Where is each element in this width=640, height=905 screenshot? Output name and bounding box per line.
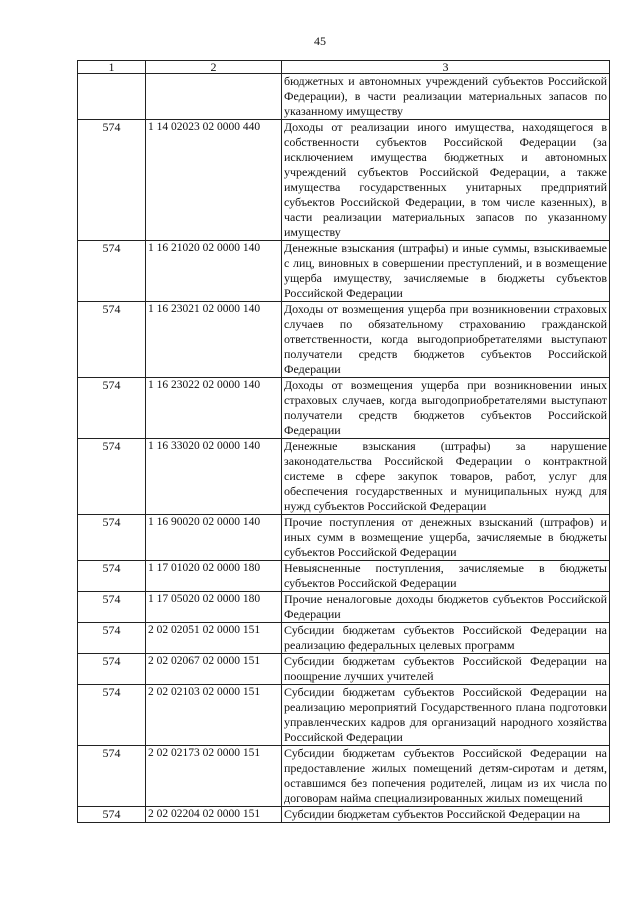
table-row [78, 120, 610, 241]
revenue-codes-table [77, 60, 610, 823]
budget-code-cell: 1 17 01020 02 0000 180 [146, 561, 282, 592]
budget-code-cell: 2 02 02173 02 0000 151 [146, 746, 282, 807]
admin-code-cell: 574 [78, 807, 146, 823]
table-row [78, 378, 610, 439]
budget-code-cell: 1 16 21020 02 0000 140 [146, 241, 282, 302]
admin-code-cell: 574 [78, 378, 146, 439]
budget-code-cell: 2 02 02204 02 0000 151 [146, 807, 282, 823]
table-row [78, 302, 610, 378]
table-row [78, 592, 610, 623]
budget-code-cell: 1 16 33020 02 0000 140 [146, 439, 282, 515]
budget-code-cell [146, 74, 282, 120]
description-cell: Доходы от возмещения ущерба при возникновении иных страховых случаев, когда выгодоприобретателями выступают получатели средств бюджетов субъектов Российской Федерации [282, 378, 610, 439]
budget-code-cell: 2 02 02067 02 0000 151 [146, 654, 282, 685]
description-cell: бюджетных и автономных учреждений субъектов Российской Федерации), в части реализации материальных запасов по указанному имуществу [282, 74, 610, 120]
description-cell: Невыясненные поступления, зачисляемые в бюджеты субъектов Российской Федерации [282, 561, 610, 592]
budget-code-cell: 1 16 23021 02 0000 140 [146, 302, 282, 378]
table-row [78, 439, 610, 515]
table-row [78, 623, 610, 654]
admin-code-cell [78, 74, 146, 120]
budget-code-cell: 2 02 02051 02 0000 151 [146, 623, 282, 654]
description-cell: Доходы от реализации иного имущества, находящегося в собственности субъектов Российской Федерации (за исключением имущества бюджетных и автономных учреждений субъектов Российской Федерации, а также имущества государственных унитарных предприятий субъектов Российской Федерации, в том числе казенных), в части реализации материальных запасов по указанному имуществу [282, 120, 610, 241]
budget-code-cell: 2 02 02103 02 0000 151 [146, 685, 282, 746]
admin-code-cell: 574 [78, 439, 146, 515]
description-cell: Прочие неналоговые доходы бюджетов субъектов Российской Федерации [282, 592, 610, 623]
budget-code-cell: 1 16 23022 02 0000 140 [146, 378, 282, 439]
column-header-3: 3 [282, 61, 610, 74]
description-cell: Субсидии бюджетам субъектов Российской Федерации на поощрение лучших учителей [282, 654, 610, 685]
budget-code-cell: 1 16 90020 02 0000 140 [146, 515, 282, 561]
admin-code-cell: 574 [78, 302, 146, 378]
table-row [78, 654, 610, 685]
admin-code-cell: 574 [78, 120, 146, 241]
table-row [78, 561, 610, 592]
description-cell: Прочие поступления от денежных взысканий (штрафов) и иных сумм в возмещение ущерба, зачисляемые в бюджеты субъектов Российской Федерации [282, 515, 610, 561]
admin-code-cell: 574 [78, 515, 146, 561]
admin-code-cell: 574 [78, 592, 146, 623]
description-cell: Доходы от возмещения ущерба при возникновении страховых случаев по обязательному страхованию гражданской ответственности, когда выгодоприобретателями выступают получатели средств бюджетов субъектов Российской Федерации [282, 302, 610, 378]
admin-code-cell: 574 [78, 685, 146, 746]
description-cell: Субсидии бюджетам субъектов Российской Федерации на реализацию федеральных целевых программ [282, 623, 610, 654]
budget-code-cell: 1 17 05020 02 0000 180 [146, 592, 282, 623]
table-row [78, 74, 610, 120]
description-cell: Денежные взыскания (штрафы) и иные суммы, взыскиваемые с лиц, виновных в совершении преступлений, и в возмещение ущерба имуществу, зачисляемые в бюджеты субъектов Российской Федерации [282, 241, 610, 302]
table-row [78, 807, 610, 823]
page-number: 45 [314, 34, 326, 48]
budget-code-cell: 1 14 02023 02 0000 440 [146, 120, 282, 241]
description-cell: Денежные взыскания (штрафы) за нарушение законодательства Российской Федерации о контрактной системе в сфере закупок товаров, работ, услуг для обеспечения государственных и муниципальных нужд для нужд субъектов Российской Федерации [282, 439, 610, 515]
description-cell: Субсидии бюджетам субъектов Российской Федерации на предоставление жилых помещений детям-сиротам и детям, оставшимся без попечения родителей, лицам из их числа по договорам найма специализированных жилых помещений [282, 746, 610, 807]
admin-code-cell: 574 [78, 623, 146, 654]
table-row [78, 685, 610, 746]
column-header-1: 1 [78, 61, 146, 74]
description-cell: Субсидии бюджетам субъектов Российской Федерации на реализацию мероприятий Государственного плана подготовки управленческих кадров для организаций народного хозяйства Российской Федерации [282, 685, 610, 746]
table-row [78, 746, 610, 807]
column-header-2: 2 [146, 61, 282, 74]
admin-code-cell: 574 [78, 241, 146, 302]
admin-code-cell: 574 [78, 654, 146, 685]
table-row [78, 241, 610, 302]
table-row [78, 515, 610, 561]
table-header-row [78, 61, 610, 74]
admin-code-cell: 574 [78, 561, 146, 592]
admin-code-cell: 574 [78, 746, 146, 807]
description-cell: Субсидии бюджетам субъектов Российской Федерации на [282, 807, 610, 823]
